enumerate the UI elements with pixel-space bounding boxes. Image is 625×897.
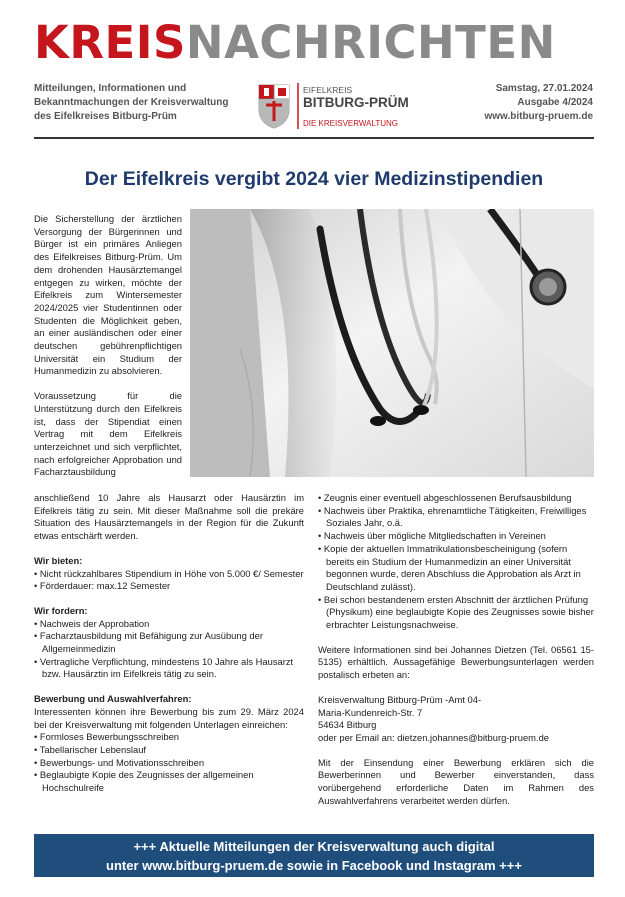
apply-heading: Bewerbung und Auswahlverfahren: [34,693,192,705]
apply-item: • Nachweis über mögliche Mitgliedschaften in Vereinen [318,530,594,543]
description-line: des Eifelkreises Bitburg-Prüm [34,111,177,122]
intro-paragraph: Die Sicherstellung der ärztlichen Versorgung der Bürgerinnen und Bürger ist ein primäres Anliegen des Eifelkreises Bitburg-Prüm. Um dem drohenden Hausärztemangel entgegen zu wirken, möchte der Eifelkreis zum Wintersemester 2024/2025 vier Studentinnen oder Studenten die Möglichkeit geben, an einer ausländischen oder einer deutschen gebührenpflichtigen Universität ein Studium der Humanmedizin zu absolvieren. [34,213,182,377]
issue-date: Samstag, 27.01.2024 [495,83,593,94]
banner-line[interactable]: unter www.bitburg-pruem.de sowie in Facebook und Instagram +++ [106,858,522,873]
svg-text:BITBURG-PRÜM: BITBURG-PRÜM [303,95,409,110]
offer-item: • Nicht rückzahlbares Stipendium in Höhe von 5.000 €/ Semester [34,568,304,581]
masthead-kreis: KREIS [34,16,186,69]
county-logo [256,79,426,131]
publication-description [34,82,254,124]
apply-paragraph: Interessenten können ihre Bewerbung bis zum 29. März 2024 bei der Kreisverwaltung mit folgenden Unterlagen einreichen: [34,705,304,730]
stethoscope-photo [190,209,594,477]
apply-item: • Bewerbungs- und Motivationsschreiben [34,757,304,770]
offer-item: • Förderdauer: max.12 Semester [34,580,304,593]
address-line: Maria-Kundenreich-Str. 7 [318,706,423,718]
issue-info [433,82,593,124]
require-item: • Facharztausbildung mit Befähigung zur Ausübung der Allgemeinmedizin [34,630,304,655]
consent-paragraph: Mit der Einsendung einer Bewerbung erklären sich die Bewerberinnen und Bewerber einverstanden, dass vorübergehend erforderliche Daten im Rahmen des Auswahlverfahrens verarbeitet werden dürfen. [318,756,594,806]
info-paragraph: Weitere Informationen sind bei Johannes Dietzen (Tel. 06561 15-5135) erhältlich. Aussagefähige Bewerbungsunterlagen werden postalisch erbeten an: [318,643,594,681]
article-intro-column [34,213,182,479]
website-link[interactable]: www.bitburg-pruem.de [484,111,593,122]
svg-text:EIFELKREIS: EIFELKREIS [303,85,353,95]
email-line[interactable]: oder per Email an: dietzen.johannes@bitburg-pruem.de [318,731,550,743]
apply-item: • Beglaubigte Kopie des Zeugnisses der allgemeinen Hochschulreife [34,769,304,794]
require-item: • Nachweis der Approbation [34,618,304,631]
apply-item: • Kopie der aktuellen Immatrikulationsbescheinigung (sofern bereits ein Studium der Humanmedizin an einer Universität begonnen wurde, deren Abschluss die Approbation als Arzt in Deutschland zulässt). [318,543,594,594]
svg-text:DIE KREISVERWALTUNG: DIE KREISVERWALTUNG [303,119,398,128]
description-line: Mitteilungen, Informationen und [34,83,187,94]
condition-paragraph-cont: anschließend 10 Jahre als Hausarzt oder Hausärztin im Eifelkreis tätig zu sein. Mit dieser Maßnahme soll die prekäre Situation des Hausärztemangels in der Region für die Zukunft etwas entschärft werden. [34,492,304,542]
article-right-column [318,492,594,807]
coat-of-arms-icon [256,79,426,131]
address-line: Kreisverwaltung Bitburg-Prüm -Amt 04- [318,693,482,705]
require-heading: Wir fordern: [34,604,88,616]
apply-item: • Formloses Bewerbungsschreiben [34,731,304,744]
apply-item: • Tabellarischer Lebenslauf [34,744,304,757]
issue-number: Ausgabe 4/2024 [517,97,593,108]
apply-item: • Zeugnis einer eventuell abgeschlossenen Berufsausbildung [318,492,594,505]
header-rule [34,137,594,139]
address-line: 54634 Bitburg [318,719,377,731]
masthead-title [34,18,594,68]
article-headline: Der Eifelkreis vergibt 2024 vier Medizinstipendien [84,168,544,190]
description-line: Bekanntmachungen der Kreisverwaltung [34,97,229,108]
digital-news-banner [34,834,594,877]
apply-item: • Bei schon bestandenem ersten Abschnitt der ärztlichen Prüfung (Physikum) eine beglaubigte Kopie des Zeugnisses sowie bisher erbrachter Leistungsnachweise. [318,594,594,632]
masthead-nachrichten: NACHRICHTEN [185,16,556,69]
article-left-column [34,492,304,795]
offer-heading: Wir bieten: [34,554,83,566]
condition-paragraph: Voraussetzung für die Unterstützung durch den Eifelkreis ist, dass der Stipendiat einen Vertrag mit dem Eifelkreis unterzeichnet und sich verpflichtet, nach erfolgreicher Approbation und Facharztausbildung [34,390,182,478]
banner-line: +++ Aktuelle Mitteilungen der Kreisverwaltung auch digital [133,839,495,854]
apply-item: • Nachweis über Praktika, ehrenamtliche Tätigkeiten, Freiwilliges Soziales Jahr, o.ä. [318,505,594,530]
require-item: • Vertragliche Verpflichtung, mindestens 10 Jahre als Hausarzt bzw. Hausärztin im Eifelkreis tätig zu sein. [34,656,304,681]
